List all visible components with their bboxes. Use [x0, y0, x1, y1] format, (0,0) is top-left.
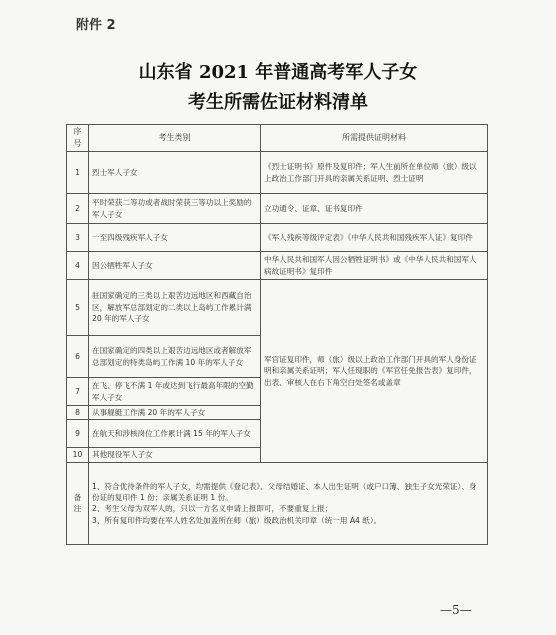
row-number: 9 — [67, 420, 89, 448]
table-row — [67, 194, 488, 224]
row-number: 10 — [67, 448, 89, 462]
row-number: 7 — [67, 378, 89, 406]
page-number: —5— — [440, 603, 472, 617]
row-category: 在航天和涉核岗位工作累计满 15 年的军人子女 — [89, 420, 261, 448]
header-materials: 所需提供证明材料 — [261, 125, 488, 152]
row-materials: 《军人残疾等级评定表》《中华人民共和国残疾军人证》复印件 — [261, 224, 488, 252]
title-line-2: 考生所需佐证材料清单 — [188, 92, 368, 113]
row-materials: 中华人民共和国军人因公牺牲证明书》或《中华人民共和国军人病故证明书》复印件 — [261, 252, 488, 280]
notes-cell — [89, 462, 488, 544]
title-line-1: 山东省 2021 年普通高考军人子女 — [138, 62, 418, 83]
row-materials: 《烈士证明书》原件及复印件；军人生前所在单位师（旅）级以上政治工作部门开具的亲属关系证明、烈士证明 — [261, 152, 488, 194]
row-number: 5 — [67, 280, 89, 336]
row-number: 4 — [67, 252, 89, 280]
row-number: 1 — [67, 152, 89, 194]
notes-row — [67, 462, 488, 544]
row-category: 一至四级残疾军人子女 — [89, 224, 261, 252]
table-row — [67, 152, 488, 194]
note-item: 3、所有复印件均要在军人姓名处加盖所在师（旅）级政治机关印章（统一用 A4 纸）。 — [92, 515, 382, 525]
shared-materials: 军官证复印件，师（旅）级以上政治工作部门开具的军人身份证明和亲属关系证明；军人任现职的《军官任免报告表》复印件，出表、审核人在右下角空白处签名或盖章 — [261, 280, 488, 463]
table-header-row — [67, 125, 488, 152]
note-item: 2、考生父母为双军人的，只以一方名义申请上报即可，不要重复上报； — [92, 504, 333, 514]
row-category: 平时荣获二等功或者战时荣获三等功以上奖励的军人子女 — [89, 194, 261, 224]
row-category: 因公牺牲军人子女 — [89, 252, 261, 280]
row-category: 驻国家确定的三类以上艰苦边远地区和西藏自治区，解放军总部划定的二类以上岛屿工作累计满 20 年的军人子女 — [89, 280, 261, 336]
row-category: 其他现役军人子女 — [89, 448, 261, 462]
materials-table — [66, 124, 488, 545]
row-category: 烈士军人子女 — [89, 152, 261, 194]
row-number: 6 — [67, 336, 89, 378]
header-no: 序号 — [67, 125, 89, 152]
row-category: 在国家确定的四类以上艰苦边远地区或者解放军总部划定的特类岛屿工作满 10 年的军人子女 — [89, 336, 261, 378]
notes-label: 备注 — [67, 462, 89, 544]
table-row — [67, 224, 488, 252]
row-materials: 立功通令、证章、证书复印件 — [261, 194, 488, 224]
attachment-label: 附件 2 — [76, 18, 116, 33]
row-category: 从事舰艇工作满 20 年的军人子女 — [89, 406, 261, 420]
note-item: 1、符合优待条件的军人子女，均需提供《登记表》、父母结婚证、本人出生证明（或户口簿、独生子女光荣证）、身份证的复印件 1 份；亲属关系证明 1 份。 — [92, 481, 477, 502]
table-row — [67, 280, 488, 336]
row-number: 3 — [67, 224, 89, 252]
row-number: 8 — [67, 406, 89, 420]
row-number: 2 — [67, 194, 89, 224]
row-category: 在飞、停飞不满 1 年或达到飞行最高年限的空勤军人子女 — [89, 378, 261, 406]
header-category: 考生类别 — [89, 125, 261, 152]
table-row — [67, 252, 488, 280]
